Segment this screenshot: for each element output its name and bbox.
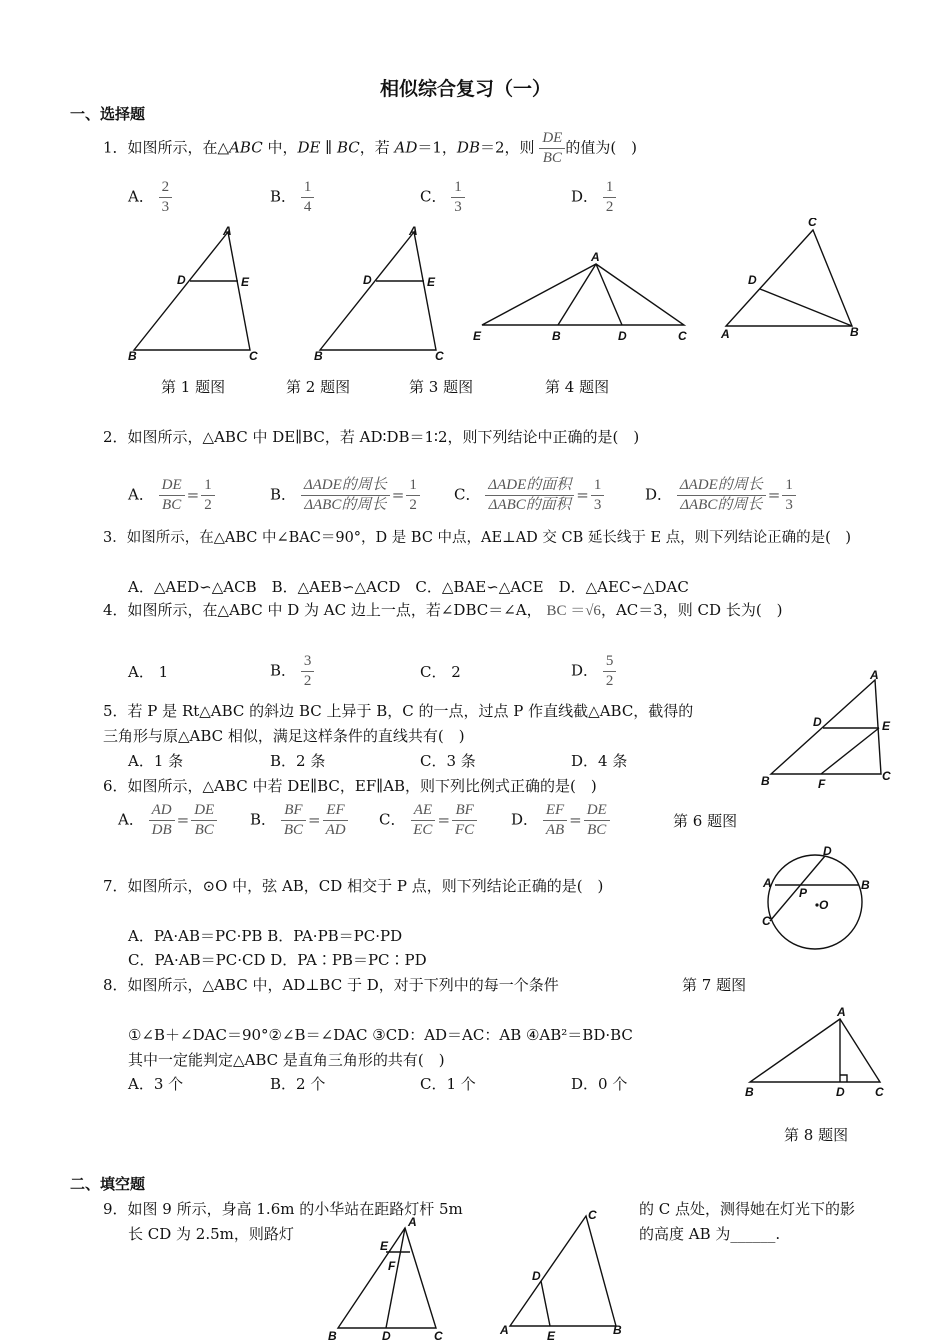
question-5-line-1: 5．若 P 是 Rt△ABC 的斜边 BC 上异于 B，C 的一点，过点 P 作直线截△ABC，截得的 [103, 702, 694, 720]
q2-option-d: D． $\frac{\text{ΔADE的周长}}{\text{ΔABC的周长}}$ = $\frac{1}{3}$ [645, 476, 796, 515]
q8-option-d: D．0 个 [571, 1075, 628, 1093]
question-9-line-1a: 9．如图 9 所示，身高 1.6m 的小华站在距路灯杆 5m [103, 1200, 463, 1218]
svg-text:F: F [818, 777, 826, 791]
svg-text:C: C [875, 1085, 884, 1099]
question-5-line-2: 三角形与原△ABC 相似，满足这样条件的直线共有( ) [103, 727, 465, 745]
q2-option-a: A． $\frac{DE}{BC}$ = $\frac{1}{2}$ [128, 476, 215, 515]
svg-text:C: C [762, 914, 771, 928]
caption-fig-7: 第 7 题图 [682, 976, 747, 994]
q6-option-c: C． $\frac{AE}{EC}$ = $\frac{BF}{FC}$ [379, 801, 477, 840]
q6-option-b: B． $\frac{BF}{BC}$ = $\frac{EF}{AD}$ [250, 801, 349, 840]
q2-option-c: C． $\frac{\text{ΔADE的面积}}{\text{ΔABC的面积}}$ = $\frac{1}{3}$ [454, 476, 604, 515]
svg-text:D: D [532, 1269, 541, 1283]
section-heading-choice: 一、选择题 [70, 105, 146, 123]
svg-text:B: B [314, 349, 323, 363]
q4-option-b: B． $\frac{3}{2}$ [270, 652, 314, 691]
svg-text:E: E [427, 275, 436, 289]
svg-text:C: C [434, 1329, 443, 1343]
svg-text:C: C [678, 329, 687, 343]
svg-text:D: D [618, 329, 627, 343]
question-8: 8．如图所示，△ABC 中，AD⊥BC 于 D，对于下列中的每一个条件 [103, 976, 559, 994]
figure-4 [720, 218, 859, 341]
q8-option-a: A．3 个 [128, 1075, 184, 1093]
question-3: 3．如图所示，在△ABC 中∠BAC＝90°，D 是 BC 中点，AE⊥AD 交 CB 延长线于 E 点，则下列结论正确的是( ) [103, 530, 852, 546]
svg-text:D: D [748, 273, 757, 287]
svg-text:B: B [850, 325, 859, 339]
svg-text:A: A [721, 327, 730, 341]
svg-text:B: B [745, 1085, 754, 1099]
figure-9 [320, 1200, 640, 1344]
q5-option-b: B．2 条 [270, 752, 326, 770]
caption-fig-3: 第 3 题图 [409, 378, 474, 396]
figure-3 [473, 250, 687, 343]
q3-options: A．△AED∽△ACB B．△AEB∽△ACD C．△BAE∽△ACE D．△AEC∽△DAC [128, 578, 689, 596]
question-7: 7．如图所示，⊙O 中，弦 AB，CD 相交于 P 点，则下列结论正确的是( ) [103, 877, 604, 895]
svg-text:A: A [591, 250, 600, 264]
caption-fig-8: 第 8 题图 [784, 1126, 849, 1144]
svg-text:B: B [761, 774, 770, 788]
svg-text:A: A [500, 1323, 509, 1337]
figure-8 [740, 1005, 895, 1100]
svg-text:A: A [837, 1005, 846, 1019]
svg-text:E: E [882, 719, 891, 733]
svg-text:O: O [819, 898, 829, 912]
svg-text:C: C [588, 1208, 597, 1222]
q1-option-a: A． $\frac{2}{3}$ [128, 178, 172, 217]
q6-option-a: A． $\frac{AD}{DB}$ = $\frac{DE}{BC}$ [118, 801, 217, 840]
q4-option-a: A． 1 [128, 663, 169, 681]
caption-fig-1: 第 1 题图 [161, 378, 226, 396]
svg-text:D: D [813, 715, 822, 729]
svg-text:C: C [249, 349, 258, 363]
svg-text:D: D [823, 845, 832, 858]
svg-text:B: B [861, 878, 870, 892]
question-9-line-1b: 的 C 点处，测得她在灯光下的影 [639, 1200, 856, 1218]
q7-options-row-1: A．PA·AB＝PC·PB B．PA·PB＝PC·PD [128, 927, 403, 945]
q2-option-b: B． $\frac{\text{ΔADE的周长}}{\text{ΔABC的周长}}$ = $\frac{1}{2}$ [270, 476, 420, 515]
svg-text:A: A [870, 670, 879, 682]
question-1: 1．如图所示，在△ABC 中，DE ∥ BC，若 AD＝1，DB＝2，则 $\frac{DE}{BC}$ 的值为( ) [103, 130, 638, 166]
svg-text:D: D [177, 273, 186, 287]
q1-option-d: D． $\frac{1}{2}$ [571, 178, 616, 217]
section-heading-fill: 二、填空题 [70, 1175, 146, 1193]
question-9-line-2a: 长 CD 为 2.5m，则路灯 [128, 1225, 294, 1243]
svg-text:A: A [409, 224, 418, 238]
svg-text:E: E [547, 1329, 556, 1343]
q8-option-b: B．2 个 [270, 1075, 326, 1093]
q1-option-c: C． $\frac{1}{3}$ [420, 178, 465, 217]
figures-1-to-4 [120, 218, 880, 368]
caption-fig-6: 第 6 题图 [673, 812, 738, 830]
question-9-line-2b: 的高度 AB 为______. [639, 1225, 781, 1243]
svg-text:B: B [613, 1323, 622, 1337]
svg-text:B: B [552, 329, 561, 343]
svg-text:A: A [408, 1215, 417, 1229]
svg-text:F: F [388, 1259, 396, 1273]
caption-fig-4: 第 4 题图 [545, 378, 610, 396]
svg-text:D: D [836, 1085, 845, 1099]
figure-2 [314, 224, 444, 363]
q6-option-d: D． $\frac{EF}{AB}$ = $\frac{DE}{BC}$ [511, 801, 610, 840]
figure-9b [499, 1208, 622, 1343]
svg-text:P: P [799, 886, 808, 900]
figure-9a [328, 1215, 443, 1343]
q5-option-d: D．4 条 [571, 752, 628, 770]
svg-text:E: E [473, 329, 482, 343]
svg-text:C: C [808, 218, 817, 229]
question-6: 6．如图所示，△ABC 中若 DE∥BC，EF∥AB，则下列比例式正确的是( ) [103, 777, 597, 795]
svg-text:C: C [435, 349, 444, 363]
svg-text:B: B [128, 349, 137, 363]
q4-option-c: C． 2 [420, 663, 461, 681]
caption-fig-2: 第 2 题图 [286, 378, 351, 396]
svg-text:D: D [363, 273, 372, 287]
q8-option-c: C．1 个 [420, 1075, 476, 1093]
q5-option-a: A．1 条 [128, 752, 184, 770]
svg-text:A: A [763, 876, 772, 890]
page-title: 相似综合复习（一） [380, 78, 552, 100]
svg-text:A: A [223, 224, 232, 238]
q8-conditions: ①∠B＋∠DAC＝90°②∠B＝∠DAC ③CD：AD＝AC：AB ④AB²＝BD·BC [128, 1026, 633, 1044]
figure-7 [755, 845, 880, 957]
figure-6 [755, 670, 895, 795]
svg-text:C: C [882, 769, 891, 783]
question-4: 4．如图所示，在△ABC 中 D 为 AC 边上一点，若∠DBC＝∠A， BC ＝√6，AC＝3，则 CD 长为( ) [103, 601, 783, 619]
svg-text:E: E [241, 275, 250, 289]
svg-text:E: E [380, 1239, 389, 1253]
fraction-de-bc: $\frac{DE}{BC}$ [539, 129, 565, 168]
q1-option-b: B． $\frac{1}{4}$ [270, 178, 314, 217]
question-2: 2．如图所示，△ABC 中 DE∥BC，若 AD∶DB＝1∶2，则下列结论中正确的是( ) [103, 428, 640, 446]
svg-text:B: B [328, 1329, 337, 1343]
q4-option-d: D． $\frac{5}{2}$ [571, 652, 616, 691]
figure-1 [128, 224, 258, 363]
svg-text:D: D [382, 1329, 391, 1343]
q5-option-c: C．3 条 [420, 752, 476, 770]
q8-question-line: 其中一定能判定△ABC 是直角三角形的共有( ) [128, 1051, 445, 1069]
q7-options-row-2: C．PA·AB＝PC·CD D．PA∶PB＝PC∶PD [128, 951, 427, 969]
